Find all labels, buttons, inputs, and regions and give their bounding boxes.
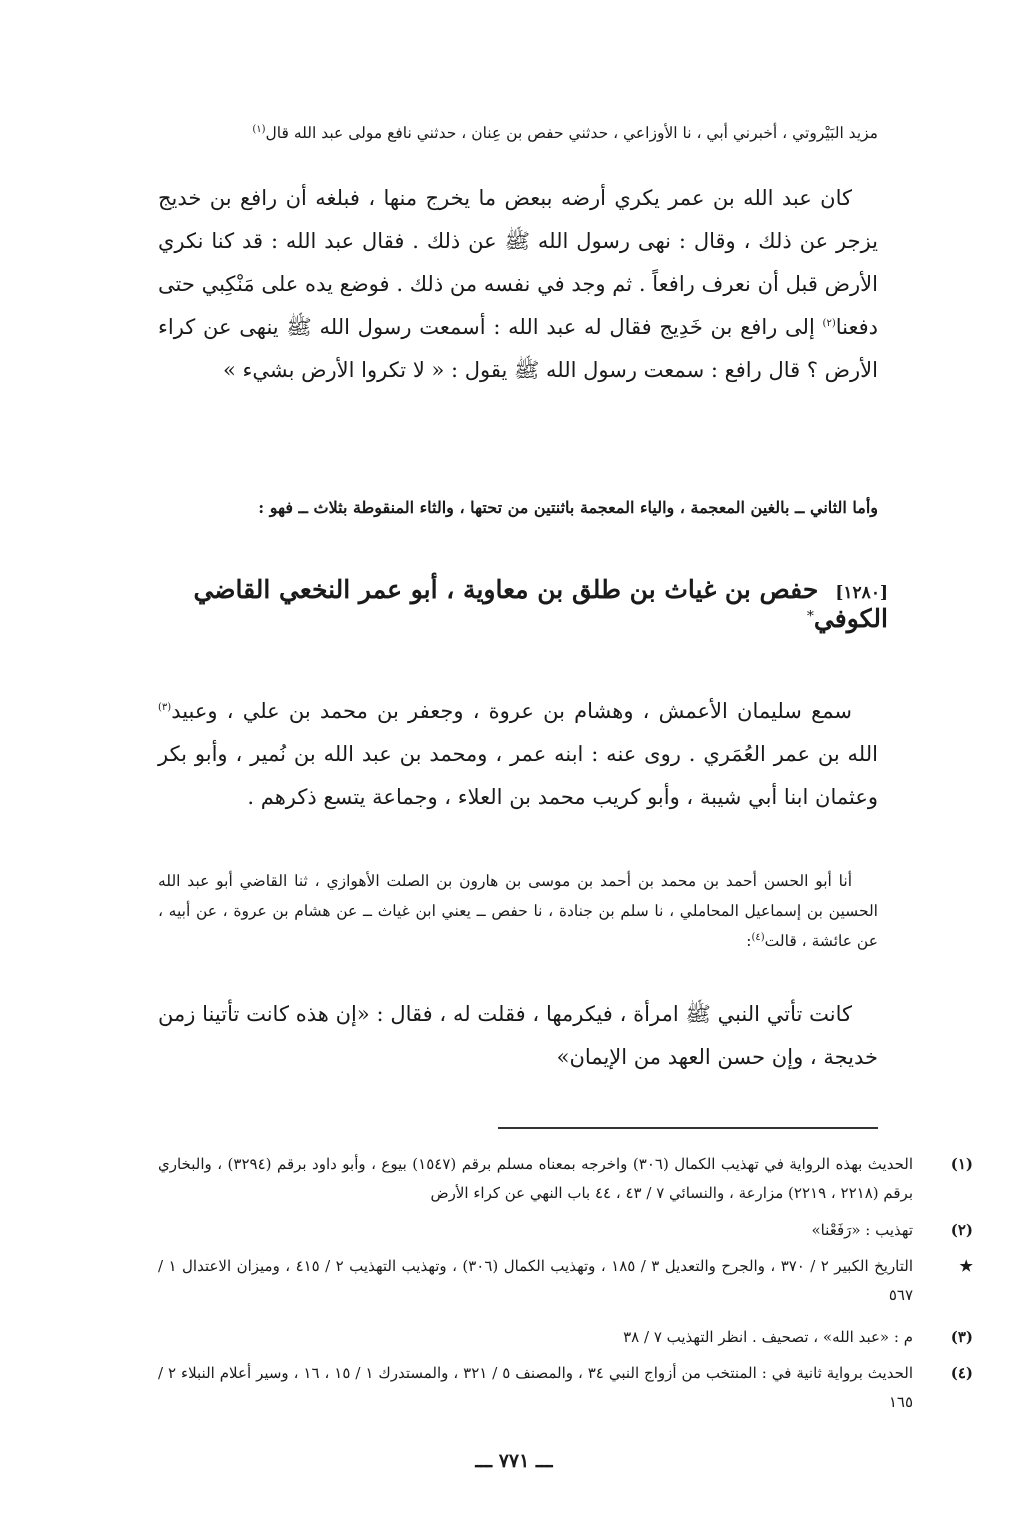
- footnote-text: التاريخ الكبير ٢ / ٣٧٠ ، والجرح والتعديل ٣ / ١٨٥ ، وتهذيب الكمال (٣٠٦) ، وتهذيب التهذيب ٢ / ٤١٥ ، وميزان الاعتدال ١ / ٥٦٧: [158, 1257, 914, 1304]
- footnote-marker: (١): [950, 1155, 973, 1173]
- section-note: وأما الثاني ــ بالغين المعجمة ، والياء المعجمة باثنتين من تحتها ، والثاء المنقوطة بثلاث ــ فهو :: [258, 498, 878, 517]
- footnote-ref-1: (١): [252, 123, 266, 135]
- hadith-text-part-1: كان عبد الله بن عمر يكري أرضه ببعض ما يخرج منها ، فبلغه أن رافع بن خديج يزجر عن ذلك ، وقال : نهى رسول الله ﷺ عن ذلك . فقال عبد الله : قد كنا نكري الأرض قبل أن نعرف رافعاً . ثم وجد في نفسه من ذلك . فوضع يده على مَنْكِبي حتى دفعنا: [158, 186, 878, 339]
- footnote-divider: [498, 1127, 878, 1129]
- footnote-marker: (٤): [950, 1364, 973, 1382]
- hadith-text-part-2: إلى رافع بن خَدِيج فقال له عبد الله : أسمعت رسول الله ﷺ ينهى عن كراء الأرض ؟ قال رافع : سمعت رسول الله ﷺ يقول : « لا تكروا الأرض بشيء »: [158, 315, 878, 382]
- footnote-ref-4: (٤): [751, 931, 765, 943]
- entry-number: [١٢٨٠]: [835, 583, 888, 603]
- footnote-text: م : «عبد الله» ، تصحيف . انظر التهذيب ٧ / ٣٨: [623, 1328, 913, 1346]
- footnote: [158, 1150, 973, 1208]
- footnote-ref-2: (٢): [822, 318, 836, 329]
- entry-heading: [148, 575, 888, 633]
- footnote: [158, 1252, 973, 1310]
- footnote: [158, 1323, 973, 1352]
- footnote-ref-3: (٣): [158, 702, 172, 713]
- isnad2-colon: :: [746, 932, 752, 950]
- footnote: [158, 1359, 973, 1417]
- isnad-paragraph: [158, 866, 878, 956]
- footnote-text: الحديث بهذه الرواية في تهذيب الكمال (٣٠٦) واخرجه بمعناه مسلم برقم (١٥٤٧) بيوع ، وأبو داود برقم (٣٢٩٤) ، والبخاري برقم (٢٢١٨ ، ٢٢١٩) مزارعة ، والنسائي ٧ / ٤٣ ، ٤٤ باب النهي عن كراء الأرض: [158, 1155, 914, 1202]
- isnad2-text: أنا أبو الحسن أحمد بن محمد بن أحمد بن موسى بن هارون بن الصلت الأهوازي ، ثنا القاضي أبو عبد الله الحسين بن إسماعيل المحاملي ، نا سلم بن جنادة ، نا حفص ــ يعني ابن غياث ــ عن هشام بن عروة ، عن أبيه ، عن عائشة ، قالت: [158, 872, 878, 950]
- hadith-paragraph-2: كانت تأتي النبي ﷺ امرأة ، فيكرمها ، فقلت له ، فقال : «إن هذه كانت تأتينا زمن خديجة ، وإن حسن العهد من الإيمان»: [158, 1002, 878, 1069]
- entry-star-marker: *: [806, 608, 814, 625]
- bio-text-part-2: الله بن عمر العُمَري . روى عنه : ابنه عمر ، ومحمد بن عبد الله بن نُمير ، وأبو بكر وعثمان ابنا أبي شيبة ، وأبو كريب محمد بن العلاء ، وجماعة يتسع ذكرهم .: [158, 742, 878, 809]
- isnad-line: [158, 118, 878, 148]
- footnote-star-marker: ★: [959, 1257, 973, 1275]
- isnad-text: مزيد البَيْروتي ، أخبرني أبي ، نا الأوزاعي ، حدثني حفص بن عِنان ، حدثني نافع مولى عبد الله قال: [265, 124, 878, 142]
- bio-text-part-1: سمع سليمان الأعمش ، وهشام بن عروة ، وجعفر بن محمد بن علي ، وعبيد: [171, 699, 852, 723]
- footnote-marker: (٣): [950, 1328, 973, 1346]
- entry-title: حفص بن غياث بن طلق بن معاوية ، أبو عمر النخعي القاضي الكوفي: [193, 575, 888, 633]
- footnote-text: تهذيب : «رَفَعْنا»: [811, 1221, 913, 1239]
- footnote-marker: (٢): [950, 1221, 973, 1239]
- page-number: ـــ ٧٧١ ـــ: [475, 1450, 553, 1472]
- biography-paragraph: [158, 690, 878, 819]
- footnote: [158, 1216, 973, 1245]
- footnote-text: الحديث برواية ثانية في : المنتخب من أزواج النبي ٣٤ ، والمصنف ٥ / ٣٢١ ، والمستدرك ١ / ١٥ ، ١٦ ، وسير أعلام النبلاء ٢ / ١٦٥: [158, 1364, 914, 1411]
- hadith-paragraph: [158, 177, 878, 392]
